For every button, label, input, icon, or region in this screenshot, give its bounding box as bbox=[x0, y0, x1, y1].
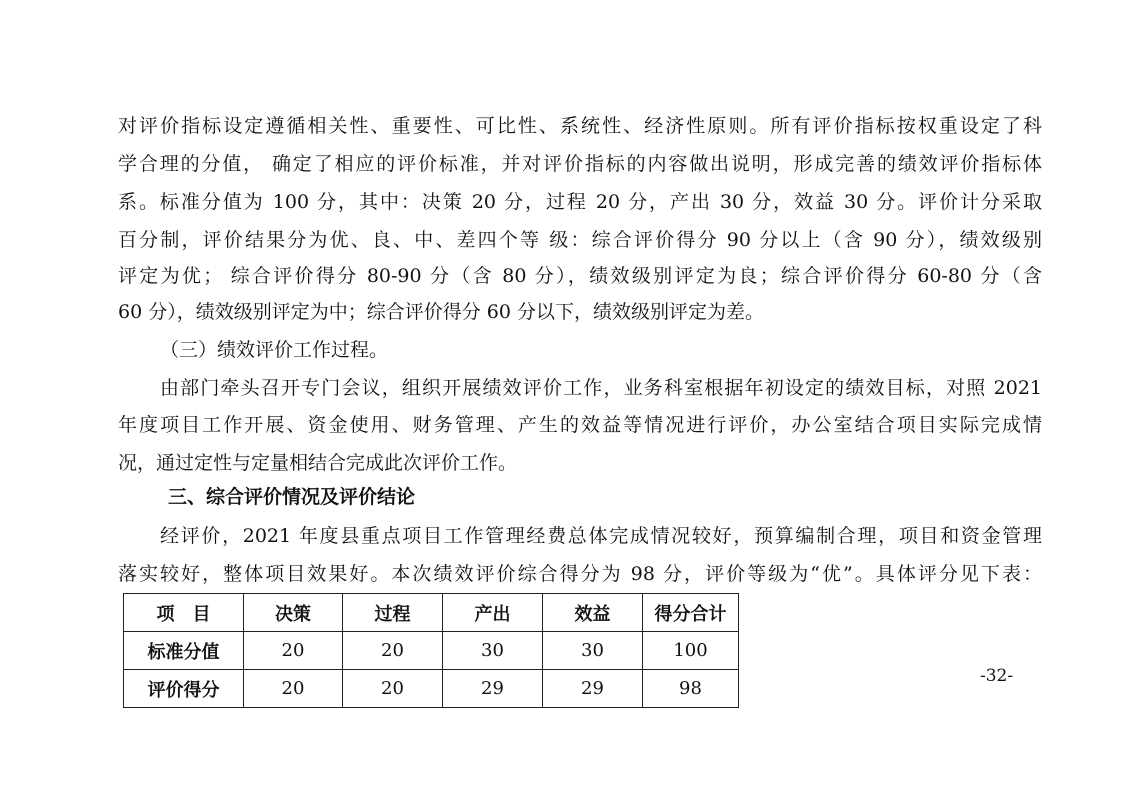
subsection-title: （三）绩效评价工作过程。 bbox=[160, 339, 389, 361]
table-header-cell: 过程 bbox=[343, 594, 443, 632]
section-heading: 三、综合评价情况及评价结论 bbox=[168, 486, 416, 508]
table-cell: 98 bbox=[643, 670, 739, 708]
paragraph-line: 对评价指标设定遵循相关性、重要性、可比性、系统性、经济性原则。所有评价指标按权重设定了科 bbox=[118, 115, 1042, 137]
paragraph-line: 学合理的分值， 确定了相应的评价标准，并对评价指标的内容做出说明，形成完善的绩效评价指标体 bbox=[118, 153, 1042, 175]
table-cell: 30 bbox=[543, 632, 643, 670]
table-header-row bbox=[124, 594, 739, 632]
table-header-cell: 效益 bbox=[543, 594, 643, 632]
table-header-cell: 决策 bbox=[244, 594, 343, 632]
table-cell: 20 bbox=[343, 632, 443, 670]
page-number: -32- bbox=[980, 666, 1014, 686]
table-row-label: 标准分值 bbox=[124, 632, 244, 670]
table-header-cell: 项 目 bbox=[124, 594, 244, 632]
table-cell: 29 bbox=[543, 670, 643, 708]
paragraph-line: 评定为优； 综合评价得分 80-90 分（含 80 分），绩效级别评定为良；综合评价得分 60-80 分（含 bbox=[118, 265, 1042, 287]
table-row bbox=[124, 632, 739, 670]
table-row bbox=[124, 670, 739, 708]
table-cell: 30 bbox=[443, 632, 543, 670]
table-header-cell: 产出 bbox=[443, 594, 543, 632]
conclusion-line: 落实较好，整体项目效果好。本次绩效评价综合得分为 98 分，评价等级为“优”。具体评分见下表： bbox=[118, 563, 1042, 585]
table-header-cell: 得分合计 bbox=[643, 594, 739, 632]
paragraph-line: 60 分），绩效级别评定为中；综合评价得分 60 分以下，绩效级别评定为差。 bbox=[118, 301, 764, 323]
table-cell: 100 bbox=[643, 632, 739, 670]
table-cell: 20 bbox=[244, 632, 343, 670]
paragraph-line: 系。标准分值为 100 分，其中：决策 20 分，过程 20 分，产出 30 分，效益 30 分。评价计分采取 bbox=[118, 191, 1042, 213]
score-table bbox=[123, 593, 739, 708]
paragraph-line: 年度项目工作开展、资金使用、财务管理、产生的效益等情况进行评价，办公室结合项目实际完成情 bbox=[118, 414, 1042, 436]
table-row-label: 评价得分 bbox=[124, 670, 244, 708]
paragraph-line: 由部门牵头召开专门会议，组织开展绩效评价工作，业务科室根据年初设定的绩效目标，对照 2021 bbox=[160, 377, 1042, 399]
paragraph-line: 百分制，评价结果分为优、良、中、差四个等 级：综合评价得分 90 分以上（含 90 分），绩效级别 bbox=[118, 229, 1042, 251]
table-cell: 20 bbox=[244, 670, 343, 708]
conclusion-line: 经评价，2021 年度县重点项目工作管理经费总体完成情况较好，预算编制合理，项目和资金管理 bbox=[160, 525, 1042, 547]
table-cell: 20 bbox=[343, 670, 443, 708]
paragraph-line: 况，通过定性与定量相结合完成此次评价工作。 bbox=[118, 452, 518, 474]
table-cell: 29 bbox=[443, 670, 543, 708]
